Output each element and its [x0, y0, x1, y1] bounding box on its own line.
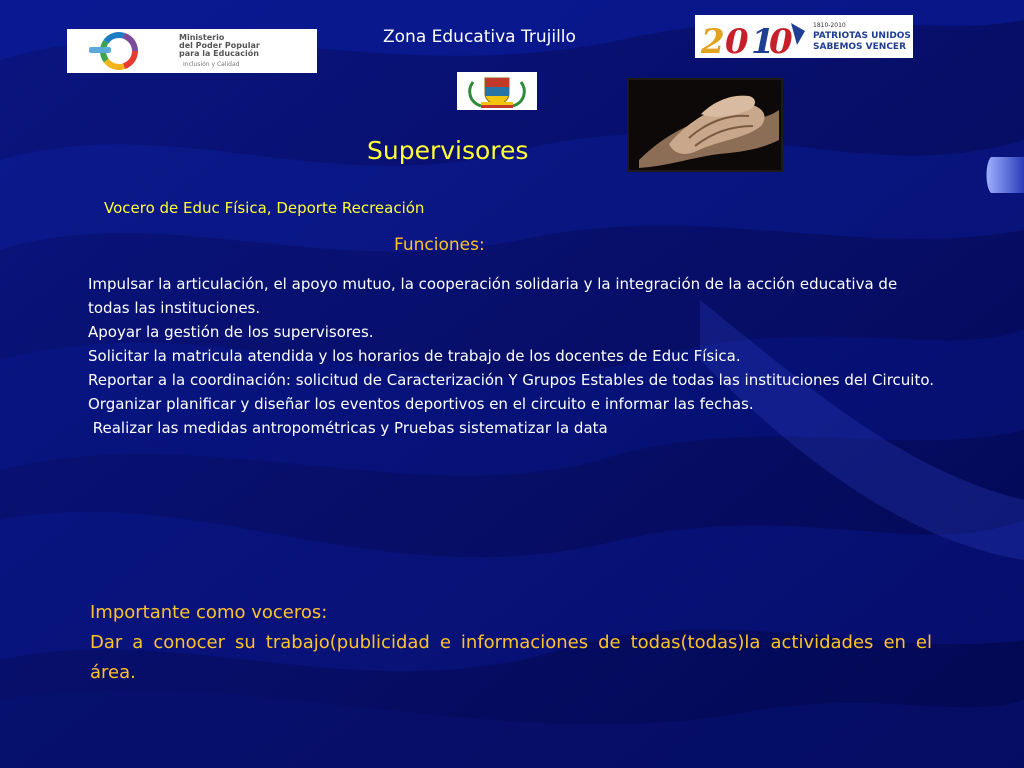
ministry-tagline: Inclusión y Calidad	[183, 61, 240, 68]
svg-text:0: 0	[725, 22, 749, 58]
function-item: Organizar planificar y diseñar los eventos deportivos en el circuito e informar las fechas.	[88, 395, 754, 413]
ministry-line1: Ministerio	[179, 33, 225, 42]
function-item: Realizar las medidas antropométricas y Pruebas sistematizar la data	[88, 419, 608, 437]
zone-title: Zona Educativa Trujillo	[383, 27, 576, 47]
svg-text:2: 2	[701, 22, 725, 58]
bicentennial-line2: SABEMOS VENCER	[813, 42, 907, 52]
functions-heading: Funciones:	[394, 235, 485, 255]
ministry-logo	[67, 29, 317, 73]
ministry-line3: para la Educación	[179, 49, 259, 58]
important-note	[90, 598, 932, 688]
function-item: Solicitar la matricula atendida y los horarios de trabajo de los docentes de Educ Física.	[88, 347, 741, 365]
coat-of-arms-icon	[457, 72, 537, 110]
bicentennial-years: 1810-2010	[813, 22, 846, 29]
svg-text:1: 1	[751, 22, 775, 58]
bicentennial-emblem-icon	[695, 15, 913, 58]
bicentennial-logo	[695, 15, 913, 58]
ministry-ring-logo-icon	[67, 29, 317, 73]
side-tab-decoration	[985, 157, 1024, 193]
role-subtitle: Vocero de Educ Física, Deporte Recreación	[104, 199, 425, 217]
function-item: Reportar a la coordinación: solicitud de Caracterización Y Grupos Estables de todas las instituciones del Circuito.	[88, 371, 935, 389]
svg-text:0: 0	[769, 22, 793, 58]
clasped-hands-photo	[627, 78, 783, 172]
functions-list	[88, 272, 938, 440]
page-title: Supervisores	[367, 136, 529, 165]
important-heading: Importante como voceros:	[90, 602, 328, 623]
bicentennial-line1: PATRIOTAS UNIDOS	[813, 31, 911, 41]
important-text: Dar a conocer su trabajo(publicidad e informaciones de todas(todas)la actividades en el área.	[90, 632, 932, 683]
function-item: Apoyar la gestión de los supervisores.	[88, 323, 374, 341]
ministry-line2: del Poder Popular	[179, 41, 260, 50]
function-item: Impulsar la articulación, el apoyo mutuo, la cooperación solidaria y la integración de la acción educativa de todas las instituciones.	[88, 275, 898, 317]
